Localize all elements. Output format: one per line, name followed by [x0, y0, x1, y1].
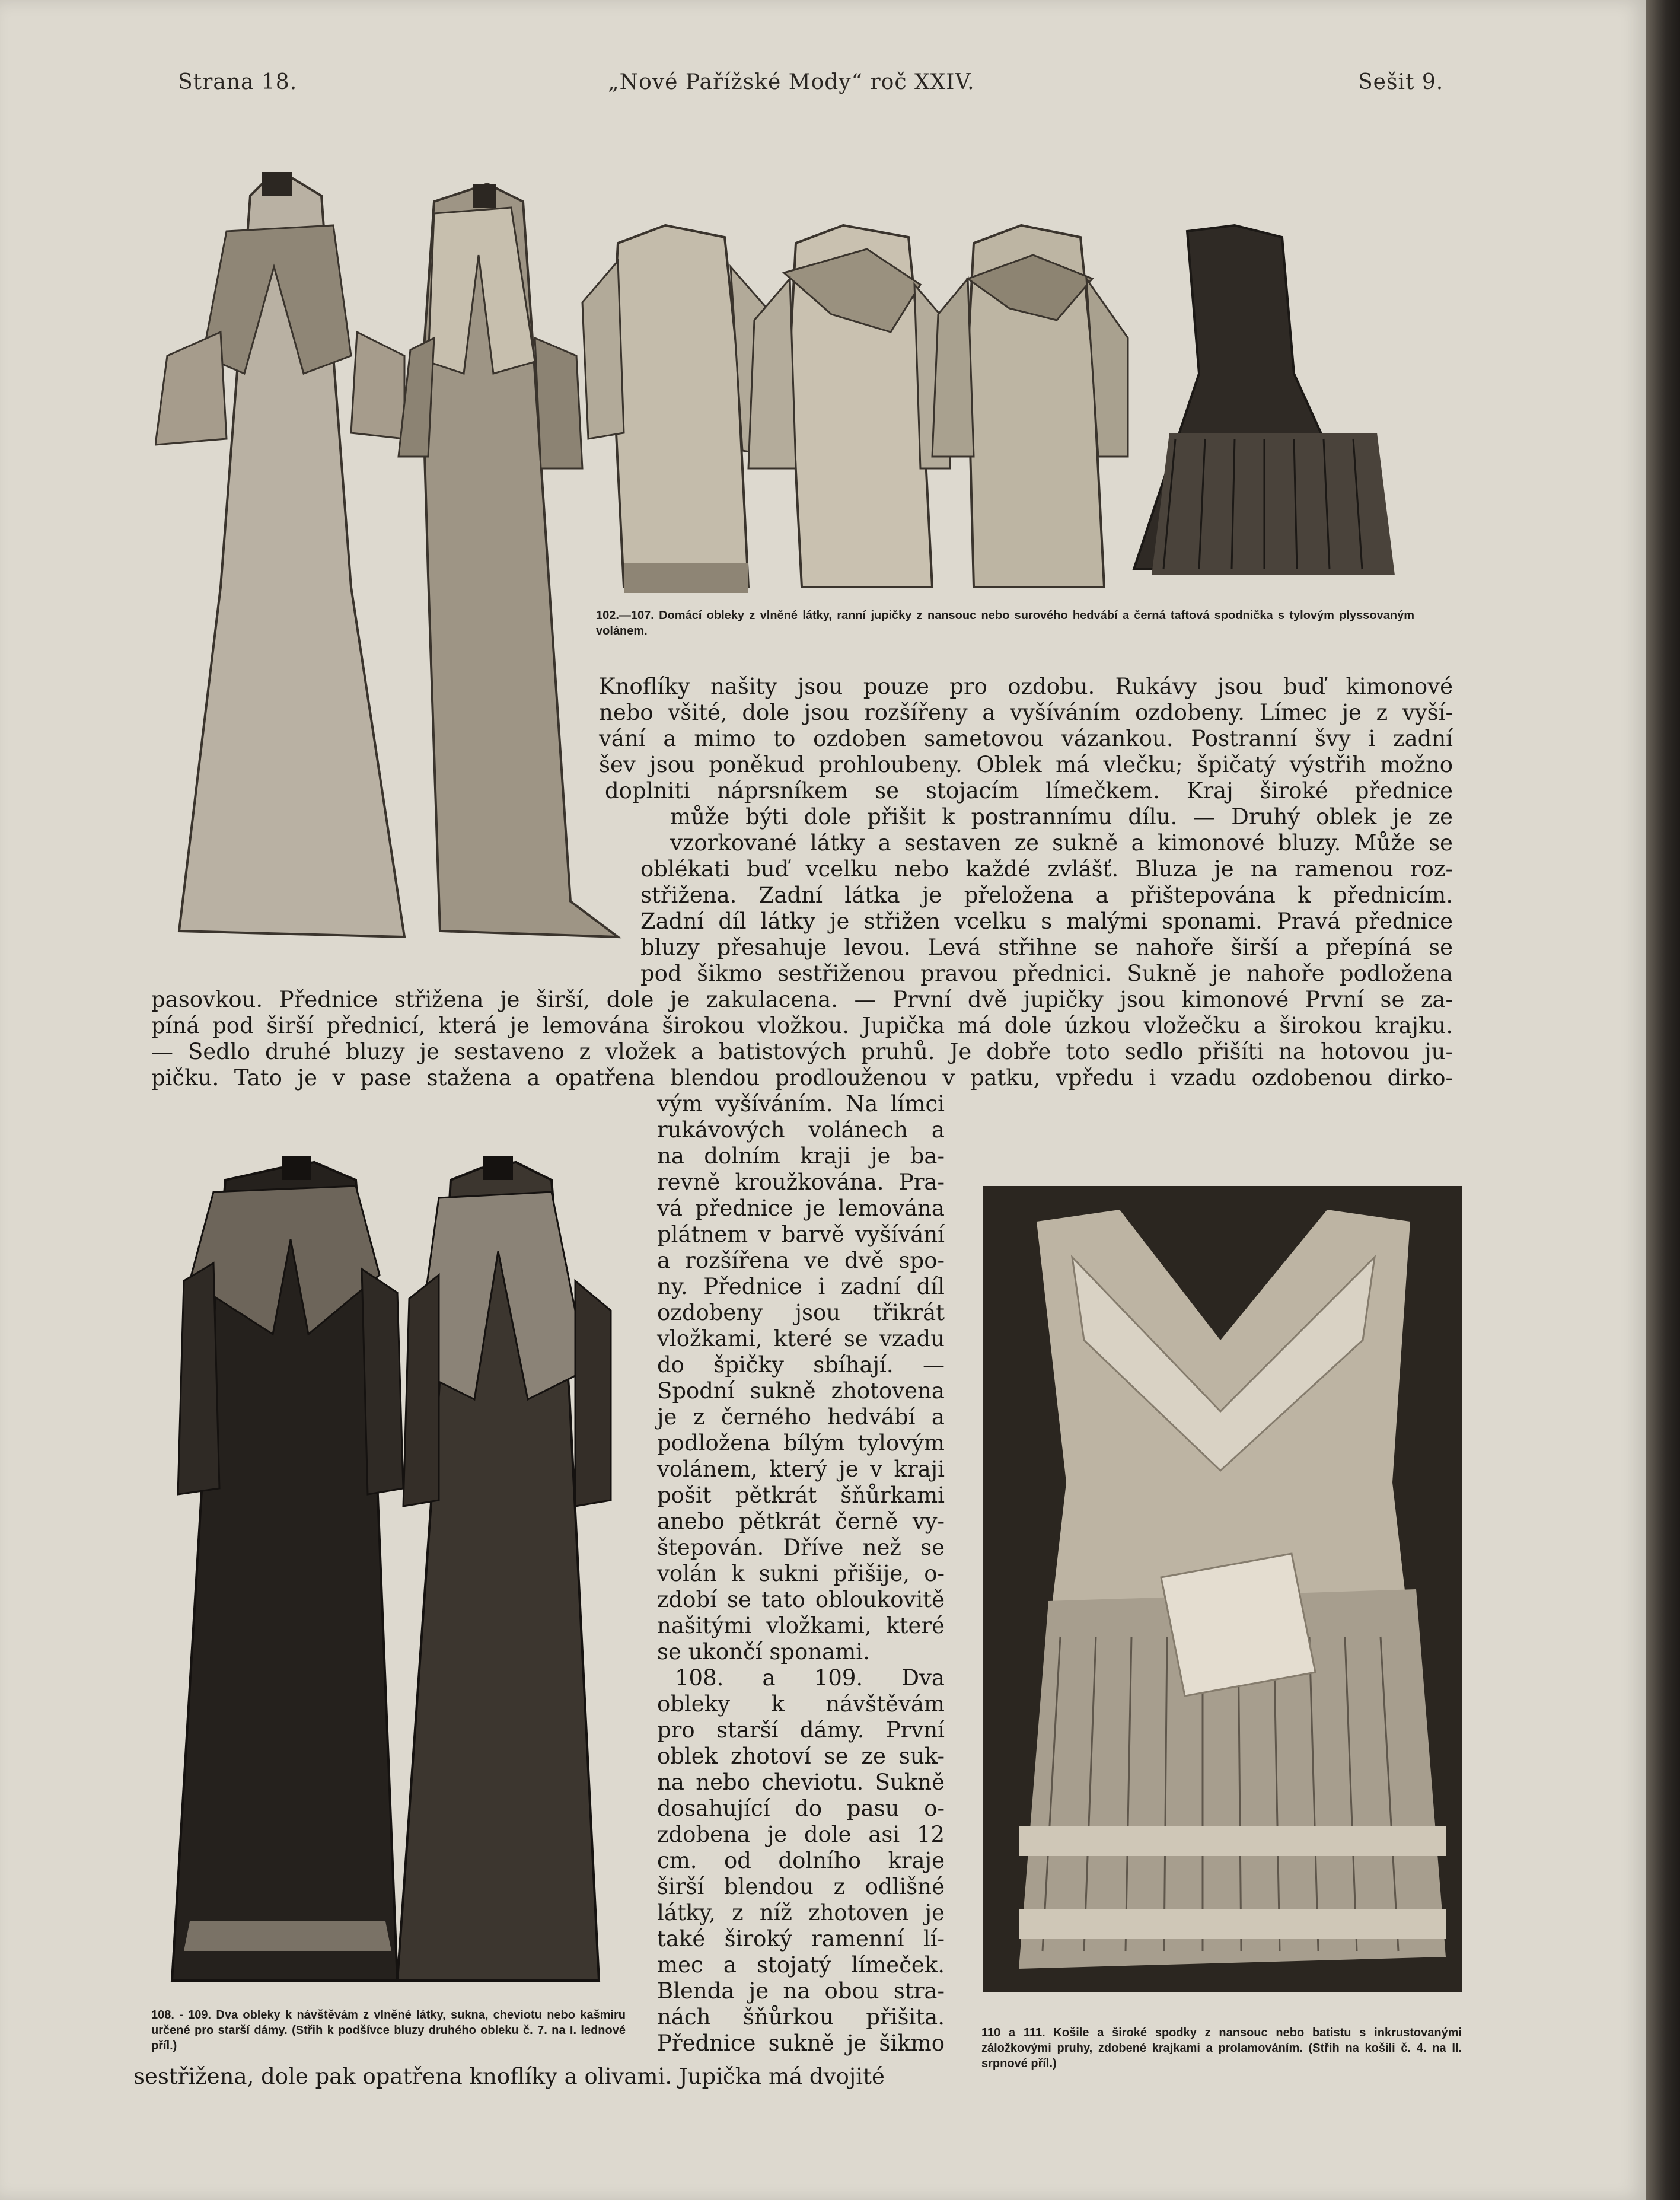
text-paragraph-2: [151, 987, 1453, 1091]
text-last-line: sestřižena, dole pak opatřena knoflíky a olivami. Jupička má dvojité: [133, 2064, 885, 2089]
issue-number: Sešit 9.: [1358, 70, 1444, 94]
magazine-title: „Nové Pařížské Mody“ roč XXIV.: [608, 70, 975, 94]
caption-bottom-right: 110 a 111. Košile a široké spodky z nansouc nebo batistu s inkrustovanými záložkovými pruhy, zdobené krajkami a prolamováním. (Střih na košili č. 4. na II. srpnové příl.): [981, 2026, 1462, 2070]
text-line: mec a stojatý límeček.: [657, 1952, 945, 1978]
text-line: vání a mimo to ozdoben sametovou vázankou. Postranní švy i zadní: [599, 726, 1453, 751]
text-line: ny. Přednice i zadní díl: [657, 1274, 945, 1299]
text-line: a rozšířena ve dvě spo-: [657, 1248, 945, 1273]
figure-bottom-right-photo: [983, 1186, 1462, 1992]
caption-top: 102.—107. Domácí obleky z vlněné látky, ranní jupičky z nansouc nebo surového hedvábí a černá taftová spodnička s tylovým plyssovaným volánem.: [596, 609, 1414, 637]
text-line: vložkami, které se vzadu: [657, 1326, 945, 1351]
text-line: vzorkované látky a sestaven ze sukně a kimonové bluzy. Může se: [670, 830, 1453, 856]
text-line: Přednice sukně je šikmo: [657, 2030, 945, 2056]
text-line: pasovkou. Přednice střižena je širší, dole je zakulacena. — První dvě jupičky jsou kimonové První se za-: [151, 987, 1453, 1012]
text-line: cm. od dolního kraje: [657, 1848, 945, 1873]
text-line: — Sedlo druhé bluzy je sestaveno z vložek a batistových pruhů. Je dobře toto sedlo přišíti na hotovou ju-: [151, 1039, 1453, 1064]
text-line: volán k sukni přišije, o-: [657, 1561, 945, 1586]
text-line: Zadní díl látky je střižen vcelku s malými sponami. Pravá přednice: [640, 908, 1453, 934]
text-line: dosahující do pasu o-: [657, 1796, 945, 1821]
chemise-illustration: [983, 1186, 1462, 1992]
text-line: pičku. Tato je v pase stažena a opatřena blendou prodlouženou v patku, vpředu i vzadu ozdobenou dirko-: [151, 1065, 1453, 1091]
text-line: Knoflíky našity jsou pouze pro ozdobu. Rukávy jsou buď kimonové: [599, 674, 1453, 699]
text-line: zdobí se tato obloukovitě: [657, 1587, 945, 1612]
text-line: pod šikmo sestřiženou pravou přednici. Sukně je nahoře podložena: [640, 961, 1453, 986]
text-line: nebo všité, dole jsou rozšířeny a vyšíváním ozdobeny. Límec je z vyší-: [599, 700, 1453, 725]
text-line: pošit pětkrát šňůrkami: [657, 1482, 945, 1508]
text-line: Spodní sukně zhotovena: [657, 1378, 945, 1404]
text-line: doplniti náprsníkem se stojacím límečkem. Kraj široké přednice: [605, 778, 1453, 804]
text-line: látky, z níž zhotoven je: [657, 1900, 945, 1925]
section-heading-line: obleky k návštěvám: [657, 1691, 945, 1717]
text-line: revně kroužkována. Pra-: [657, 1169, 945, 1195]
text-line: na nebo cheviotu. Sukně: [657, 1769, 945, 1795]
text-line: vá přednice je lemována: [657, 1195, 945, 1221]
text-line: střižena. Zadní látka je přeložena a přištepována k přednicím.: [640, 882, 1453, 908]
text-line: Blenda je na obou stra-: [657, 1978, 945, 2004]
text-line: do špičky sbíhají. —: [657, 1352, 945, 1378]
text-line: může býti dole přišit k postrannímu dílu. — Druhý oblek je ze: [670, 804, 1453, 830]
text-line: vým vyšíváním. Na límci: [657, 1091, 945, 1117]
text-column-middle: [657, 1091, 945, 2056]
text-line: širší blendou z odlišné: [657, 1874, 945, 1899]
text-line: štepován. Dříve než se: [657, 1535, 945, 1560]
text-line: zdobena je dole asi 12: [657, 1822, 945, 1847]
caption-bottom-left: 108. - 109. Dva obleky k návštěvám z vlněné látky, sukna, cheviotu nebo kašmiru určené pro starší dámy. (Střih k podšívce bluzy druhého obleku č. 7. na I. lednové příl.): [151, 2008, 626, 2052]
text-paragraph-1: [599, 674, 1453, 987]
text-line: rukávových volánech a: [657, 1117, 945, 1143]
text-line: také široký ramenní lí-: [657, 1926, 945, 1952]
text-line: píná pod širší přednicí, která je lemována širokou vložkou. Jupička má dole úzkou vložečku a širokou krajku.: [151, 1013, 1453, 1038]
page-number: Strana 18.: [178, 70, 298, 94]
text-line: je z černého hedvábí a: [657, 1404, 945, 1430]
text-line: volánem, který je v kraji: [657, 1456, 945, 1482]
text-line: bluzy přesahuje levou. Levá střihne se nahoře širší a přepíná se: [640, 935, 1453, 960]
text-line: oblékati buď vcelku nebo každé zvlášť. Bluza je na ramenou roz-: [640, 856, 1453, 882]
text-line: nách šňůrkou přišita.: [657, 2004, 945, 2030]
section-heading-line: 108. a 109. Dva: [675, 1665, 945, 1691]
text-line: našitými vložkami, které: [657, 1613, 945, 1638]
text-line: ozdobeny jsou třikrát: [657, 1300, 945, 1325]
text-line: podložena bílým tylovým: [657, 1430, 945, 1456]
text-line: pro starší dámy. První: [657, 1717, 945, 1743]
text-line: šev jsou poněkud prohloubeny. Oblek má vlečku; špičatý výstřih možno: [599, 752, 1453, 777]
text-line: plátnem v barvě vyšívání: [657, 1222, 945, 1247]
text-line: se ukončí sponami.: [657, 1639, 870, 1665]
text-line: na dolním kraji je ba-: [657, 1143, 945, 1169]
text-line: anebo pětkrát černě vy-: [657, 1509, 945, 1534]
garment-illustration-bottom-left: [160, 1144, 646, 1998]
page-edge-shadow: [1646, 0, 1680, 2200]
figure-bottom-left-garments: [160, 1144, 646, 1998]
text-line: oblek zhotoví se ze suk-: [657, 1743, 945, 1769]
